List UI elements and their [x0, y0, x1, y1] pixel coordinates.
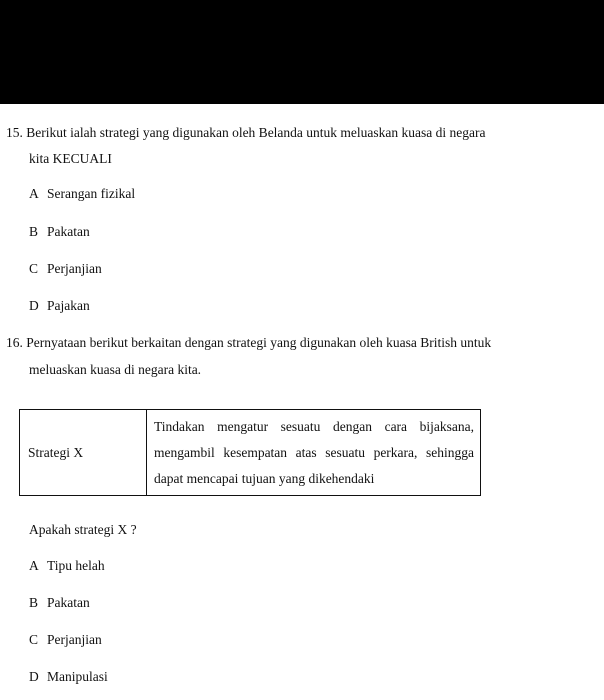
- description-line: Tindakan mengatur sesuatu dengan cara bijaksana,: [154, 418, 474, 434]
- question-16-line-1: 16. Pernyataan berikut berkaitan dengan strategi yang digunakan oleh kuasa British untuk: [6, 335, 492, 350]
- option-letter: C: [29, 632, 39, 647]
- question-15-line-2: kita KECUALI: [29, 151, 112, 166]
- option-text: Perjanjian: [47, 261, 102, 276]
- q16-option-a[interactable]: [29, 558, 105, 574]
- question-16-prompt: Apakah strategi X ?: [29, 522, 137, 537]
- option-text: Pajakan: [47, 298, 90, 313]
- option-text: Serangan fizikal: [47, 186, 136, 201]
- option-text: Tipu helah: [47, 558, 105, 573]
- option-text: Pakatan: [47, 224, 90, 239]
- question-16-line-2: meluaskan kuasa di negara kita.: [29, 362, 202, 377]
- option-letter: A: [29, 558, 39, 573]
- strategy-description: [147, 410, 481, 496]
- description-line: dapat mencapai tujuan yang dikehendaki: [154, 470, 375, 486]
- description-line: mengambil kesempatan atas sesuatu perkara, sehingga: [154, 444, 474, 460]
- top-black-band: [0, 0, 604, 104]
- strategy-label: Strategi X: [20, 410, 147, 496]
- option-text: Manipulasi: [47, 669, 108, 684]
- option-text: Perjanjian: [47, 632, 102, 647]
- q15-option-b[interactable]: [29, 224, 90, 240]
- option-letter: B: [29, 595, 39, 610]
- q15-option-c[interactable]: [29, 261, 102, 277]
- q16-option-c[interactable]: [29, 632, 102, 648]
- option-letter: C: [29, 261, 39, 276]
- q15-option-d[interactable]: [29, 298, 90, 314]
- option-letter: B: [29, 224, 39, 239]
- q15-option-a[interactable]: [29, 186, 135, 202]
- q16-option-b[interactable]: [29, 595, 90, 611]
- strategy-table: [19, 409, 481, 496]
- option-letter: D: [29, 669, 39, 684]
- option-letter: D: [29, 298, 39, 313]
- q16-option-d[interactable]: [29, 669, 108, 685]
- option-text: Pakatan: [47, 595, 90, 610]
- question-15-line-1: 15. Berikut ialah strategi yang digunakan oleh Belanda untuk meluaskan kuasa di negara: [6, 125, 486, 140]
- option-letter: A: [29, 186, 39, 201]
